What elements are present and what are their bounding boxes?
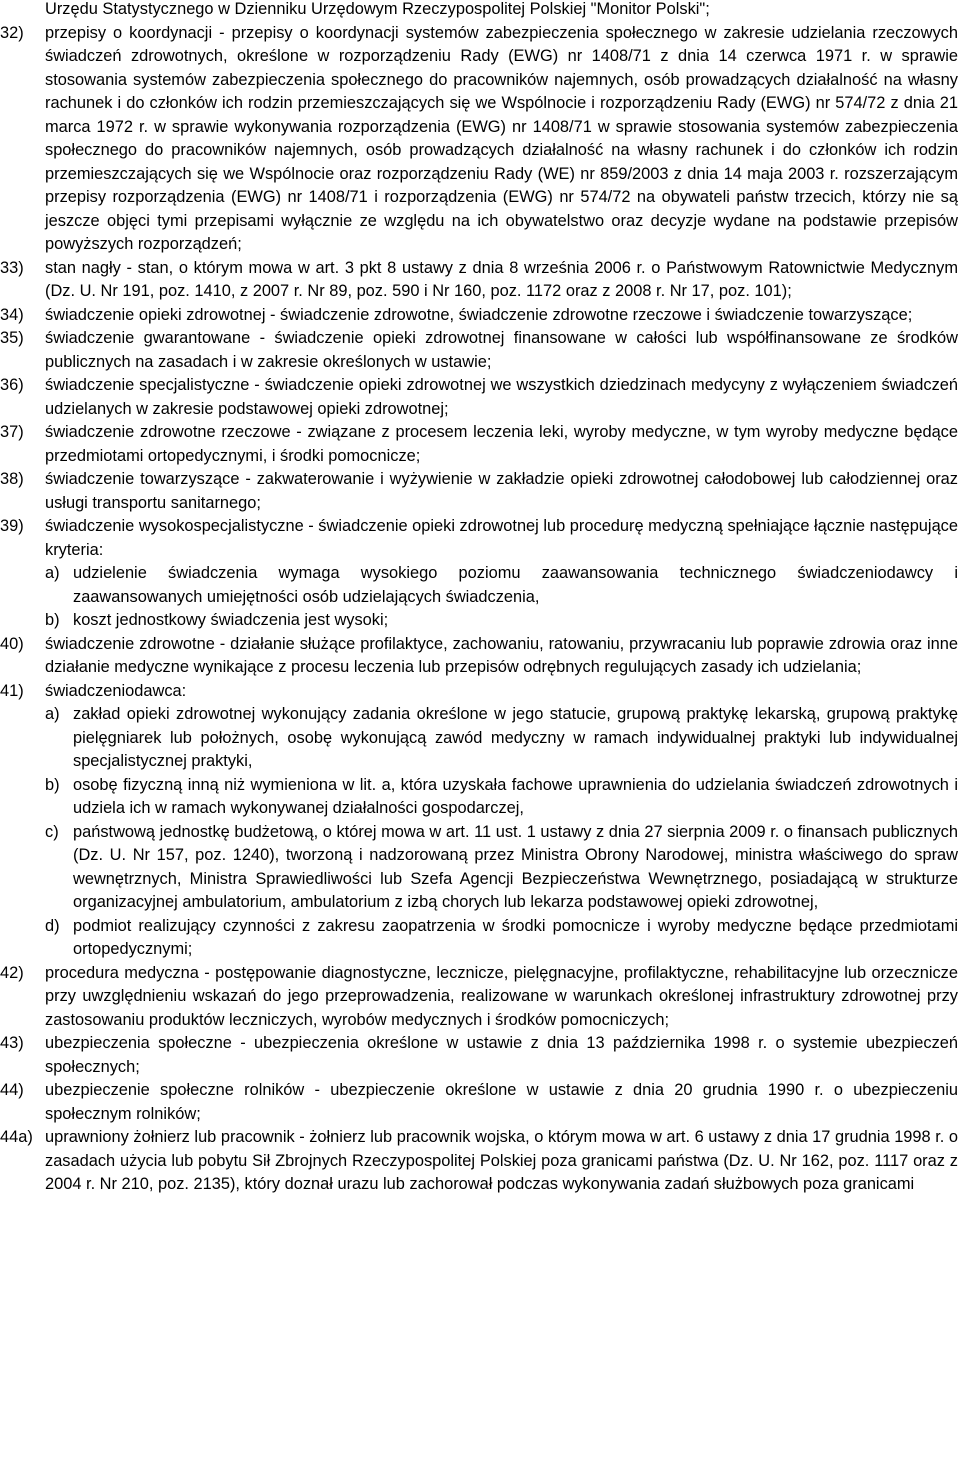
- item-content: [45, 1126, 958, 1197]
- item-text: świadczenie zdrowotne rzeczowe - związane z procesem leczenia leki, wyroby medyczne, w tym wyroby medyczne będące przedmiotami ortopedycznymi, i środki pomocnicze;: [45, 423, 958, 465]
- sub-item: [45, 821, 958, 915]
- item-number: 44): [0, 1081, 24, 1099]
- sub-item: [45, 703, 958, 774]
- sub-item-text: państwową jednostkę budżetową, o której mowa w art. 11 ust. 1 ustawy z dnia 27 sierpnia 2009 r. o finansach publicznych (Dz. U. Nr 157, poz. 1240), tworzoną i nadzorowaną przez Ministra Obrony Narodowej, ministra właściwego do spraw wewnętrznych, Ministra Sprawiedliwości lub Szefa Agencji Bezpieczeństwa Wewnętrznego, posiadającą w strukturze organizacyjnej ambulatorium, ambulatorium z izbą chorych lub lekarza podstawowej opieki zdrowotnej,: [73, 822, 958, 911]
- item-content: [45, 515, 958, 633]
- item-content: [45, 962, 958, 1033]
- item-content: [45, 633, 958, 680]
- sub-item-letter: c): [45, 822, 59, 841]
- item-text: uprawniony żołnierz lub pracownik - żołnierz lub pracownik wojska, o którym mowa w art. 6 ustawy z dnia 17 grudnia 1998 r. o zasadach użycia lub pobytu Sił Zbrojnych Rzeczypospolitej Polskiej poza granicami państwa (Dz. U. Nr 162, poz. 1117 oraz z 2004 r. Nr 210, poz. 2135), który doznał urazu lub zachorował podczas wykonywania zadań służbowych poza granicami: [45, 1128, 958, 1193]
- sub-item-letter: d): [45, 916, 60, 935]
- item-text: procedura medyczna - postępowanie diagnostyczne, lecznicze, pielęgnacyjne, profilaktyczne, rehabilitacyjne lub orzecznicze przy uwzględnieniu wskazań do jego przeprowadzenia, realizowane w warunkach określonej infrastruktury zdrowotnej przy zastosowaniu produktów leczniczych, wyrobów medycznych i środków pomocniczych;: [45, 963, 958, 1029]
- definition-item: [0, 962, 960, 1033]
- sub-item-letter: b): [45, 611, 60, 629]
- item-number: 33): [0, 258, 24, 277]
- sub-item-text: udzielenie świadczenia wymaga wysokiego poziomu zaawansowania technicznego świadczeniodawcy i zaawansowanych umiejętności osób udzielających świadczenia,: [73, 564, 958, 606]
- definition-item: [0, 22, 960, 257]
- item-number: 40): [0, 634, 24, 653]
- item-number: 36): [0, 376, 24, 394]
- item-content: [45, 22, 958, 257]
- sub-item: [45, 562, 958, 609]
- item-content: [45, 1032, 958, 1079]
- item-text: świadczenie zdrowotne - działanie służące profilaktyce, zachowaniu, ratowaniu, przywracaniu lub poprawie zdrowia oraz inne działanie medyczne wynikające z procesu leczenia lub przepisów odrębnych regulujących zasady ich udzielania;: [45, 634, 958, 676]
- item-number: 39): [0, 517, 24, 535]
- definition-item: [0, 421, 960, 468]
- definition-item: [0, 1126, 960, 1197]
- sub-item-text: podmiot realizujący czynności z zakresu zaopatrzenia w środki pomocnicze i wyroby medyczne będące przedmiotami ortopedycznymi;: [73, 916, 958, 958]
- item-number: 41): [0, 681, 24, 700]
- item-content: [45, 327, 958, 374]
- sub-item: [45, 915, 958, 962]
- definition-item: [0, 257, 960, 304]
- item-text: stan nagły - stan, o którym mowa w art. 3 pkt 8 ustawy z dnia 8 września 2006 r. o Państwowym Ratownictwie Medycznym (Dz. U. Nr 191, poz. 1410, z 2007 r. Nr 89, poz. 590 i Nr 160, poz. 1172 oraz z 2008 r. Nr 17, poz. 101);: [45, 258, 958, 300]
- sub-item-letter: a): [45, 564, 60, 582]
- item-number: 37): [0, 423, 24, 441]
- item-number: 34): [0, 305, 24, 324]
- item-number: 43): [0, 1034, 24, 1052]
- item-content: [45, 680, 958, 962]
- item-number: 42): [0, 963, 24, 982]
- sub-item-text: koszt jednostkowy świadczenia jest wysoki;: [73, 611, 389, 629]
- item-content: [45, 421, 958, 468]
- item-content: [45, 257, 958, 304]
- item-text: ubezpieczenia społeczne - ubezpieczenia określone w ustawie z dnia 13 października 1998 r. o systemie ubezpieczeń społecznych;: [45, 1034, 958, 1076]
- sub-item-letter: b): [45, 775, 60, 794]
- item-number: 44a): [0, 1128, 33, 1146]
- item-text: świadczenie wysokospecjalistyczne - świadczenie opieki zdrowotnej lub procedurę medyczną spełniające łącznie następujące kryteria:: [45, 517, 958, 559]
- sub-item: [45, 609, 958, 633]
- item-number: 32): [0, 23, 24, 42]
- item-text: świadczenie opieki zdrowotnej - świadczenie zdrowotne, świadczenie zdrowotne rzeczowe i świadczenie towarzyszące;: [45, 305, 913, 324]
- definition-item: [0, 1032, 960, 1079]
- sub-item-letter: a): [45, 705, 60, 723]
- item-text: świadczenie specjalistyczne - świadczenie opieki zdrowotnej we wszystkich dziedzinach medycyny z wyłączeniem świadczeń udzielanych w zakresie podstawowej opieki zdrowotnej;: [45, 376, 958, 418]
- sub-item-text: osobę fizyczną inną niż wymieniona w lit. a, która uzyskała fachowe uprawnienia do udzielania świadczeń zdrowotnych i udziela ich w ramach wykonywanej działalności gospodarczej,: [73, 775, 958, 817]
- item-content: [45, 374, 958, 421]
- item-content: [45, 304, 958, 328]
- item-number: 38): [0, 470, 24, 488]
- sub-item-text: zakład opieki zdrowotnej wykonujący zadania określone w jego statucie, grupową praktykę lekarską, grupową praktykę pielęgniarek lub położnych, osobę wykonującą zawód medyczny w ramach indywidualnej praktyki lub indywidualnej specjalistycznej praktyki,: [73, 705, 958, 770]
- definition-item: [0, 1079, 960, 1126]
- definition-item: [0, 468, 960, 515]
- item-content: [45, 468, 958, 515]
- item-content: [45, 1079, 958, 1126]
- item-text: świadczenie gwarantowane - świadczenie opieki zdrowotnej finansowane w całości lub współfinansowane ze środków publicznych na zasadach i w zakresie określonych w ustawie;: [45, 329, 958, 371]
- definition-item: [0, 680, 960, 962]
- definition-item: [0, 327, 960, 374]
- definition-item: [0, 515, 960, 633]
- item-text: świadczeniodawca:: [45, 681, 187, 700]
- item-number: 35): [0, 329, 24, 347]
- definitions-list: [0, 22, 960, 1197]
- item-text: przepisy o koordynacji - przepisy o koordynacji systemów zabezpieczenia społecznego w zakresie udzielania rzeczowych świadczeń zdrowotnych, określone w rozporządzeniu Rady (EWG) nr 1408/71 z dnia 14 czerwca 1971 r. w sprawie stosowania systemów zabezpieczenia społecznego do pracowników najemnych, osób prowadzących działalność na własny rachunek i do członków ich rodzin przemieszczających się we Wspólnocie i rozporządzeniu Rady (EWG) nr 574/72 z dnia 21 marca 1972 r. w sprawie wykonywania rozporządzenia (EWG) nr 1408/71 w sprawie stosowania systemów zabezpieczenia społecznego do pracowników najemnych, osób prowadzących działalność na własny rachunek i do członków ich rodzin przemieszczających się we Wspólnocie oraz rozporządzeniu Rady (WE) nr 859/2003 z dnia 14 maja 2003 r. rozszerzającym przepisy rozporządzenia (EWG) nr 1408/71 i rozporządzenia (EWG) nr 574/72 na obywateli państw trzecich, którzy nie są jeszcze objęci tymi przepisami wyłącznie ze względu na ich obywatelstwo oraz decyzje wydane na podstawie przepisów powyższych rozporządzeń;: [45, 23, 958, 253]
- definition-item: [0, 304, 960, 328]
- definition-item: [0, 633, 960, 680]
- item-text: ubezpieczenie społeczne rolników - ubezpieczenie określone w ustawie z dnia 20 grudnia 1990 r. o ubezpieczeniu społecznym rolników;: [45, 1081, 958, 1123]
- continuation-line: Urzędu Statystycznego w Dzienniku Urzędowym Rzeczypospolitej Polskiej "Monitor Polski";: [45, 0, 710, 18]
- item-text: świadczenie towarzyszące - zakwaterowanie i wyżywienie w zakładzie opieki zdrowotnej całodobowej lub całodziennej oraz usługi transportu sanitarnego;: [45, 470, 958, 512]
- definition-item: [0, 374, 960, 421]
- sub-item: [45, 774, 958, 821]
